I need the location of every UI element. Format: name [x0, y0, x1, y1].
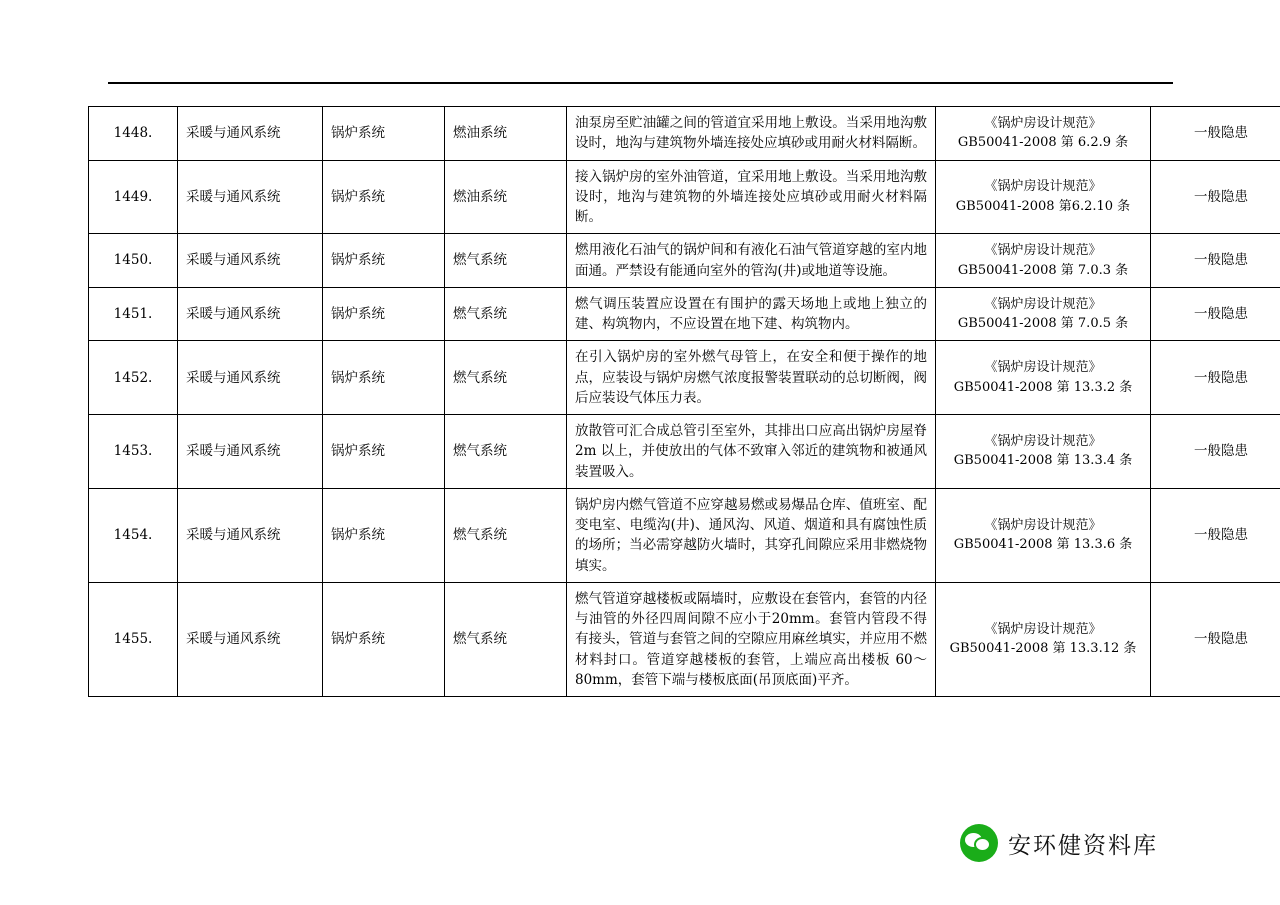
reference-title: 《锅炉房设计规范》: [984, 621, 1102, 637]
row-subsystem: 锅炉系统: [323, 488, 445, 582]
row-subsystem: 锅炉系统: [323, 234, 445, 288]
row-subsystem: 锅炉系统: [323, 107, 445, 161]
row-level: 一般隐患: [1151, 582, 1280, 696]
row-description: 在引入锅炉房的室外燃气母管上，在安全和便于操作的地点，应装设与锅炉房燃气浓度报警装置联动的总切断阀，阀后应装设气体压力表。: [567, 341, 936, 415]
row-description: 放散管可汇合成总管引至室外，其排出口应高出锅炉房屋脊 2m 以上，并使放出的气体不致窜入邻近的建筑物和被通风装置吸入。: [567, 415, 936, 489]
row-reference: [936, 107, 1151, 161]
row-reference: [936, 234, 1151, 288]
row-system: 采暖与通风系统: [178, 107, 323, 161]
row-reference: [936, 415, 1151, 489]
reference-clause: GB50041-2008 第 7.0.5 条: [957, 316, 1129, 331]
row-index: 1448.: [89, 107, 178, 161]
row-index: 1454.: [89, 488, 178, 582]
reference-clause: GB50041-2008 第 13.3.12 条: [949, 641, 1137, 657]
row-index: 1452.: [89, 341, 178, 415]
row-description: 油泵房至贮油罐之间的管道宜采用地上敷设。当采用地沟敷设时，地沟与建筑物外墙连接处应填砂或用耐火材料隔断。: [567, 107, 936, 161]
reference-title: 《锅炉房设计规范》: [984, 179, 1102, 195]
reference-clause: GB50041-2008 第 13.3.4 条: [953, 453, 1133, 469]
row-subsystem: 锅炉系统: [323, 341, 445, 415]
row-system: 采暖与通风系统: [178, 234, 323, 288]
reference-clause: GB50041-2008 第6.2.10 条: [955, 198, 1131, 214]
wechat-icon: [960, 824, 998, 862]
row-system: 采暖与通风系统: [178, 415, 323, 489]
reference-title: 《锅炉房设计规范》: [984, 360, 1102, 376]
table-row: [89, 234, 1280, 288]
row-reference: [936, 582, 1151, 696]
reference-title: 《锅炉房设计规范》: [984, 243, 1102, 258]
row-reference: [936, 488, 1151, 582]
row-reference: [936, 160, 1151, 234]
brand-name: 安环健资料库: [1008, 832, 1158, 859]
row-description: 接入锅炉房的室外油管道，宜采用地上敷设。当采用地沟敷设时，地沟与建筑物的外墙连接处应填砂或用耐火材料隔断。: [567, 160, 936, 234]
row-level: 一般隐患: [1151, 234, 1280, 288]
row-system: 采暖与通风系统: [178, 488, 323, 582]
table-row: [89, 287, 1280, 341]
row-index: 1453.: [89, 415, 178, 489]
row-reference: [936, 287, 1151, 341]
row-index: 1455.: [89, 582, 178, 696]
row-item: 燃气系统: [445, 287, 567, 341]
row-item: 燃油系统: [445, 160, 567, 234]
reference-clause: GB50041-2008 第 7.0.3 条: [957, 262, 1129, 278]
row-description: 燃用液化石油气的锅炉间和有液化石油气管道穿越的室内地面通。严禁设有能通向室外的管沟(井)或地道等设施。: [567, 234, 936, 288]
reference-title: 《锅炉房设计规范》: [984, 115, 1102, 131]
row-reference: [936, 341, 1151, 415]
row-subsystem: 锅炉系统: [323, 415, 445, 489]
row-system: 采暖与通风系统: [178, 582, 323, 696]
table-row: [89, 488, 1280, 582]
table-row: [89, 107, 1280, 161]
row-index: 1450.: [89, 234, 178, 288]
row-level: 一般隐患: [1151, 341, 1280, 415]
row-system: 采暖与通风系统: [178, 287, 323, 341]
row-level: 一般隐患: [1151, 488, 1280, 582]
row-level: 一般隐患: [1151, 287, 1280, 341]
row-system: 采暖与通风系统: [178, 341, 323, 415]
row-index: 1451.: [89, 287, 178, 341]
row-index: 1449.: [89, 160, 178, 234]
row-item: 燃气系统: [445, 341, 567, 415]
row-system: 采暖与通风系统: [178, 160, 323, 234]
row-item: 燃气系统: [445, 488, 567, 582]
row-subsystem: 锅炉系统: [323, 287, 445, 341]
row-subsystem: 锅炉系统: [323, 582, 445, 696]
table-body: [89, 107, 1280, 697]
hazard-table: [88, 106, 1280, 697]
row-level: 一般隐患: [1151, 415, 1280, 489]
table-row: [89, 160, 1280, 234]
row-item: 燃油系统: [445, 107, 567, 161]
row-level: 一般隐患: [1151, 107, 1280, 161]
table-row: [89, 341, 1280, 415]
row-item: 燃气系统: [445, 415, 567, 489]
reference-clause: GB50041-2008 第 6.2.9 条: [957, 135, 1129, 151]
row-item: 燃气系统: [445, 234, 567, 288]
row-description: 锅炉房内燃气管道不应穿越易燃或易爆品仓库、值班室、配变电室、电缆沟(井)、通风沟、风道、烟道和具有腐蚀性质的场所；当必需穿越防火墙时，其穿孔间隙应采用非燃烧物填实。: [567, 488, 936, 582]
hazard-table-container: [88, 106, 1248, 697]
row-level: 一般隐患: [1151, 160, 1280, 234]
reference-title: 《锅炉房设计规范》: [984, 296, 1102, 312]
reference-title: 《锅炉房设计规范》: [984, 517, 1102, 533]
reference-clause: GB50041-2008 第 13.3.6 条: [953, 537, 1133, 553]
table-row: [89, 415, 1280, 489]
header-divider: [108, 82, 1173, 84]
reference-title: 《锅炉房设计规范》: [984, 433, 1102, 449]
row-subsystem: 锅炉系统: [323, 160, 445, 234]
reference-clause: GB50041-2008 第 13.3.2 条: [953, 379, 1133, 395]
table-row: [89, 582, 1280, 696]
row-description: 燃气调压装置应设置在有围护的露天场地上或地上独立的建、构筑物内，不应设置在地下建、构筑物内。: [567, 287, 936, 341]
row-description: 燃气管道穿越楼板或隔墙时，应敷设在套管内，套管的内径与油管的外径四周间隙不应小于20mm。套管内管段不得有接头，管道与套管之间的空隙应用麻丝填实，并应用不燃材料封口。管道穿越楼板的套管，上端应高出楼板 60～80mm，套管下端与楼板底面(吊顶底面)平齐。: [567, 582, 936, 696]
footer-branding: [960, 824, 1158, 862]
row-item: 燃气系统: [445, 582, 567, 696]
